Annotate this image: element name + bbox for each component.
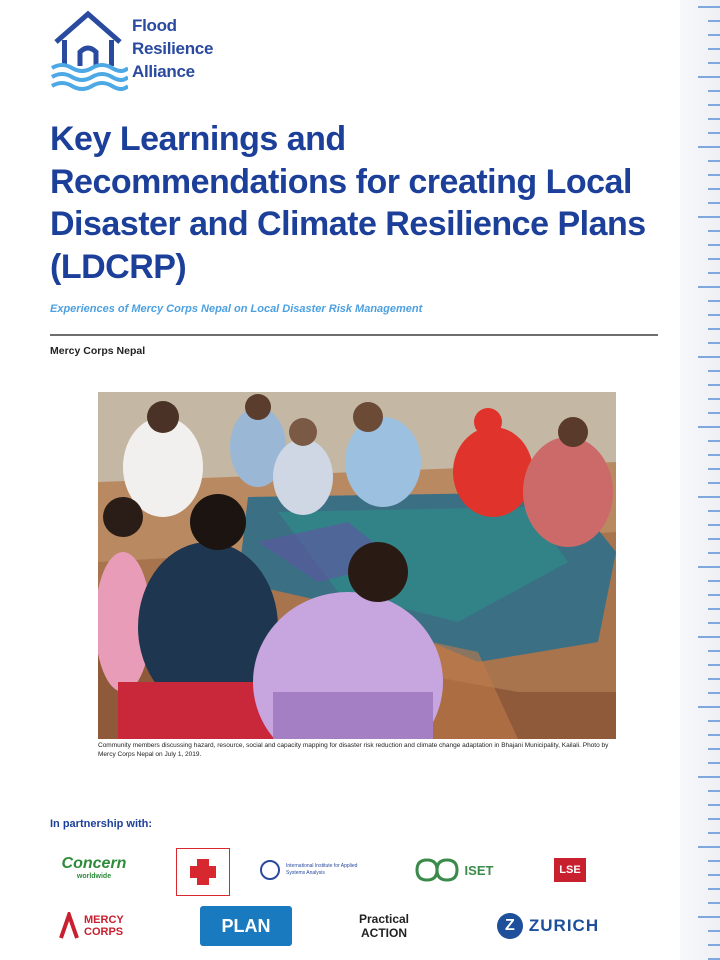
side-ruler-decoration <box>680 0 720 960</box>
partner-iset-name: ISET <box>464 862 494 878</box>
ruler-tick <box>708 510 720 512</box>
ruler-tick <box>698 146 720 148</box>
ruler-tick <box>708 622 720 624</box>
logo-wordmark <box>132 14 213 83</box>
ruler-tick <box>708 104 720 106</box>
ruler-tick <box>708 342 720 344</box>
ruler-tick <box>708 258 720 260</box>
partner-mercy-corps-name: MERCY CORPS <box>84 914 124 938</box>
partner-practical-action-name: Practical ACTION <box>358 912 410 940</box>
ruler-tick <box>698 496 720 498</box>
ruler-tick <box>708 90 720 92</box>
ruler-tick <box>698 776 720 778</box>
partner-logo-concern <box>48 852 140 888</box>
ruler-tick <box>708 930 720 932</box>
ruler-tick <box>698 6 720 8</box>
ruler-tick <box>708 748 720 750</box>
ruler-tick <box>708 132 720 134</box>
logo-line-3: Alliance <box>132 62 195 81</box>
flood-resilience-alliance-logo <box>50 8 250 94</box>
ruler-tick <box>708 818 720 820</box>
ruler-tick <box>708 580 720 582</box>
community-meeting-photo-illustration <box>98 392 616 739</box>
ruler-tick <box>708 398 720 400</box>
logo-line-1: Flood <box>132 16 177 35</box>
ruler-tick <box>698 76 720 78</box>
photo-caption: Community members discussing hazard, resource, social and capacity mapping for disaster risk reduction and climate change adaptation in Bhajani Municipality, Kailali. Photo by Mercy Corps Nepal on July 1, 2019. <box>98 742 609 758</box>
partner-plan-name: PLAN <box>221 915 271 936</box>
ruler-tick <box>708 202 720 204</box>
ruler-tick <box>708 118 720 120</box>
zurich-z-icon: Z <box>497 913 523 939</box>
ruler-tick <box>708 412 720 414</box>
partner-concern-sub: worldwide <box>76 873 112 880</box>
partner-lse-name: LSE <box>554 858 585 882</box>
document-subtitle: Experiences of Mercy Corps Nepal on Local Disaster Risk Management <box>50 303 423 315</box>
ruler-tick <box>708 272 720 274</box>
ruler-tick <box>708 482 720 484</box>
house-wave-icon <box>50 8 128 92</box>
document-author: Mercy Corps Nepal <box>50 345 146 357</box>
ruler-tick <box>708 314 720 316</box>
partner-zurich-name: ZURICH <box>528 916 600 935</box>
ruler-tick <box>698 426 720 428</box>
ruler-tick <box>698 356 720 358</box>
ruler-tick <box>708 174 720 176</box>
ruler-tick <box>698 286 720 288</box>
partner-iiasa-name: International Institute for Applied Systems Analysis <box>286 863 358 876</box>
title-divider <box>50 334 658 336</box>
ruler-tick <box>708 552 720 554</box>
ruler-tick <box>708 664 720 666</box>
ruler-tick <box>708 62 720 64</box>
ruler-tick <box>708 230 720 232</box>
partner-logo-iset <box>402 852 502 888</box>
ruler-tick <box>708 524 720 526</box>
ruler-tick <box>708 454 720 456</box>
ruler-tick <box>698 916 720 918</box>
ruler-tick <box>708 34 720 36</box>
iiasa-globe-icon <box>260 860 280 880</box>
red-cross-icon <box>183 855 223 889</box>
ruler-tick <box>708 20 720 22</box>
partner-logo-iiasa <box>258 852 374 888</box>
ruler-tick <box>708 440 720 442</box>
cover-photo <box>98 392 616 739</box>
ruler-tick <box>698 566 720 568</box>
partner-logo-plan <box>200 906 292 946</box>
ruler-tick <box>708 244 720 246</box>
ruler-tick <box>708 300 720 302</box>
ruler-tick <box>708 762 720 764</box>
ruler-tick <box>698 846 720 848</box>
ruler-tick <box>708 608 720 610</box>
ruler-tick <box>708 468 720 470</box>
partner-concern-name: Concern <box>61 855 127 872</box>
ruler-tick <box>708 538 720 540</box>
ruler-tick <box>708 832 720 834</box>
logo-line-2: Resilience <box>132 39 214 58</box>
ruler-tick <box>698 706 720 708</box>
ruler-tick <box>708 944 720 946</box>
ruler-tick <box>698 216 720 218</box>
mercy-corps-mark-icon <box>58 912 80 940</box>
ruler-tick <box>708 384 720 386</box>
partner-logo-lse <box>530 852 610 888</box>
ruler-tick <box>708 720 720 722</box>
document-title: Key Learnings and Recommendations for creating Local Disaster and Climate Resilience Plans (LDCRP) <box>50 120 646 286</box>
partner-logo-mercy-corps <box>48 908 144 944</box>
ruler-tick <box>708 188 720 190</box>
ruler-tick <box>708 860 720 862</box>
iset-infinity-icon <box>411 856 463 884</box>
ruler-tick <box>708 790 720 792</box>
ruler-tick <box>708 692 720 694</box>
ruler-tick <box>708 328 720 330</box>
ruler-tick <box>708 888 720 890</box>
ruler-tick <box>708 678 720 680</box>
ruler-tick <box>708 874 720 876</box>
partner-logo-red-cross <box>176 848 230 896</box>
ruler-tick <box>708 804 720 806</box>
partner-logo-zurich <box>482 908 614 944</box>
ruler-tick <box>708 594 720 596</box>
ruler-tick <box>708 650 720 652</box>
partner-logo-practical-action <box>348 906 420 946</box>
ruler-tick <box>708 734 720 736</box>
ruler-tick <box>708 48 720 50</box>
ruler-tick <box>708 370 720 372</box>
partnership-label: In partnership with: <box>50 818 153 830</box>
ruler-tick <box>708 902 720 904</box>
ruler-tick <box>708 160 720 162</box>
ruler-tick <box>698 636 720 638</box>
